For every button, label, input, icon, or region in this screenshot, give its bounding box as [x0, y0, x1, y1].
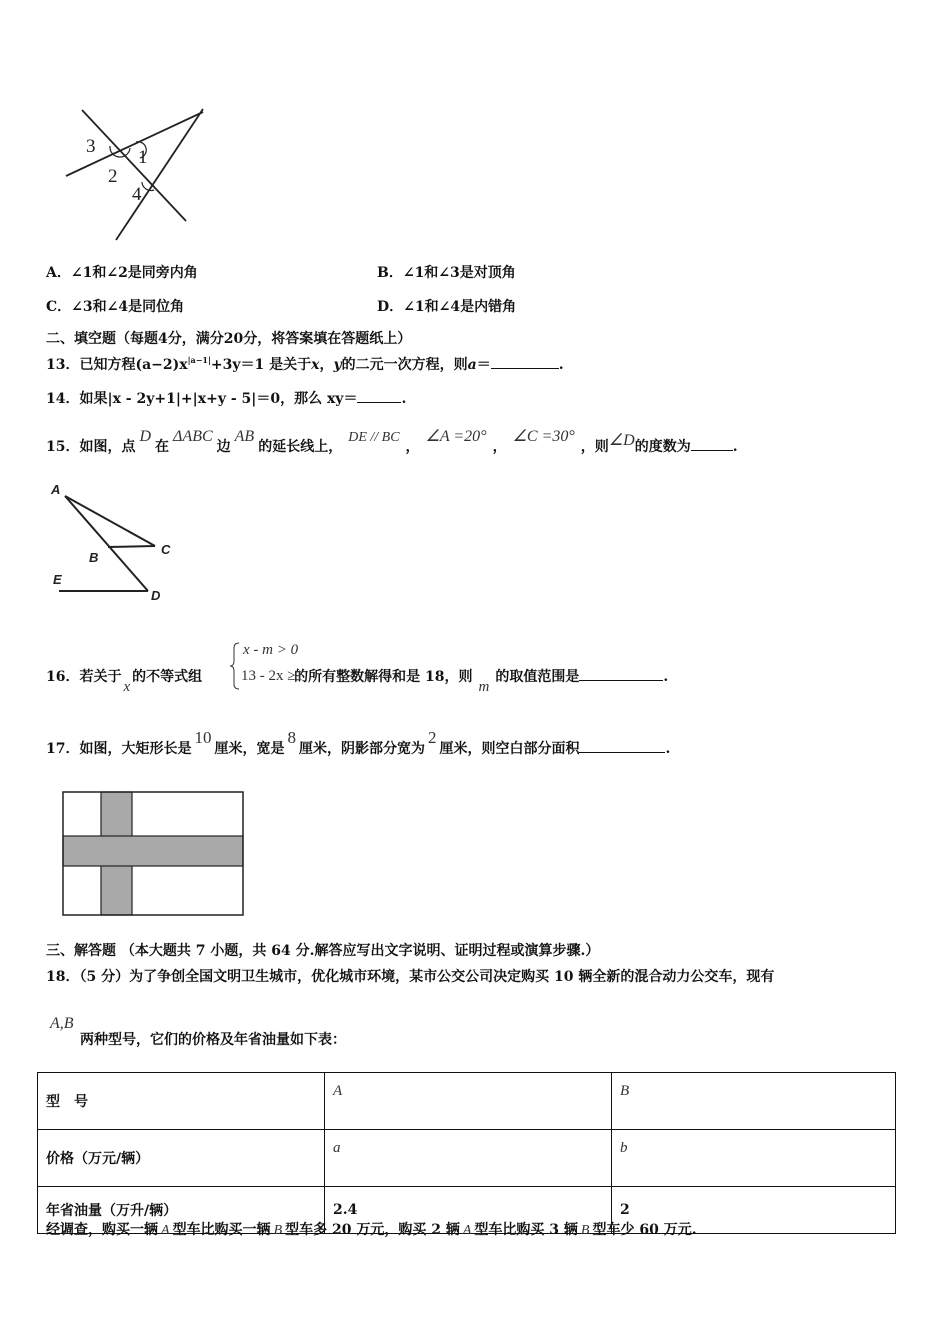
q13-mid: 是关于	[269, 357, 312, 373]
q13-end: .	[558, 357, 564, 373]
q15-angle-d: ∠D	[608, 432, 635, 449]
q18-tail-p4: 型车比购买 3 辆	[474, 1222, 578, 1238]
q13-comma: ，	[319, 357, 334, 373]
q17-length: 10	[194, 728, 212, 747]
q15-de-parallel-bc: DE // BC	[348, 430, 400, 445]
q14-end: .	[401, 391, 407, 407]
q17-shade-width: 2	[427, 728, 437, 747]
question-13	[46, 354, 564, 376]
q16-mid: 的不等式组	[132, 669, 203, 685]
fig2-line-ad	[65, 496, 148, 591]
q17-answer-blank[interactable]	[579, 738, 665, 753]
fig2-label-a: A	[51, 482, 61, 497]
q15-side: 边	[216, 439, 231, 455]
q15-answer-blank[interactable]	[691, 436, 733, 451]
q17-mid2: 厘米，阴影部分宽为	[298, 741, 425, 757]
q13-eq2: +3y＝1	[210, 357, 265, 373]
table-cell-model-header: 型 号	[38, 1073, 325, 1130]
q13-x: x	[311, 357, 320, 373]
fig2-label-e: E	[53, 572, 62, 587]
question-14	[46, 388, 406, 409]
q14-text: 14．如果|x - 2y+1|+|x+y - 5|＝0，那么 xy＝	[46, 391, 358, 407]
q18-tail-b1: B	[273, 1223, 283, 1238]
q18-ab: A,B	[50, 1015, 74, 1032]
q13-mid2: 的二元一次方程，则	[341, 357, 468, 373]
option-c: C．∠3和∠4是同位角	[46, 299, 185, 315]
q16-brace-icon	[230, 642, 240, 690]
fig1-line-3	[116, 109, 203, 240]
q17-dot: .	[665, 741, 671, 757]
table-cell-fuel-b: 2	[612, 1187, 896, 1234]
fig2-line-bc	[108, 546, 155, 547]
fig2-label-c: C	[161, 542, 171, 557]
q15-prefix: 15．如图，点	[46, 439, 136, 455]
section3-heading: 三、解答题 （本大题共 7 小题，共 64 分.解答应写出文字说明、证明过程或演算步骤.）	[46, 943, 600, 959]
q13-eq: ＝	[476, 357, 491, 373]
q16-answer-blank[interactable]	[579, 666, 663, 681]
option-d: D．∠1和∠4是内错角	[377, 299, 517, 315]
fig1-label-4: 4	[132, 184, 142, 205]
q16-mid2: 的所有整数解得和是 18，则	[294, 669, 473, 685]
vehicle-table	[37, 1072, 896, 1234]
q13-y: y	[333, 357, 342, 373]
q15-comma-1: ，	[405, 439, 420, 455]
question-15	[46, 428, 738, 458]
fig2-label-d: D	[151, 588, 161, 603]
question-18-tail	[46, 1220, 697, 1241]
table-cell-price-header: 价格（万元/辆）	[38, 1130, 325, 1187]
option-a: A．∠1和∠2是同旁内角	[46, 265, 198, 281]
question-17	[46, 728, 671, 759]
fig1-label-2: 2	[108, 166, 118, 187]
q16-m: m	[478, 679, 490, 695]
table-row	[38, 1073, 896, 1130]
q16-inequality-1: x - m > 0	[243, 642, 299, 658]
table-cell-model-a: A	[325, 1073, 612, 1130]
q16-dot: .	[663, 669, 669, 685]
q15-then: ，则	[580, 439, 609, 455]
q15-end: 的度数为	[634, 439, 691, 455]
q14-answer-blank[interactable]	[357, 388, 401, 403]
q13-exponent: |a−1|	[187, 355, 211, 365]
q15-angle-a: ∠A =20°	[425, 428, 487, 445]
q13-eq1: (a−2)x	[135, 357, 188, 373]
q16-end: 的取值范围是	[495, 669, 580, 685]
q13-a: a	[467, 357, 477, 373]
q15-dot: .	[732, 439, 738, 455]
q18-tail-p5: 型车少 60 万元.	[592, 1222, 697, 1238]
angle-figure	[58, 100, 208, 245]
fig1-label-1: 1	[138, 147, 148, 168]
q15-comma-2: ，	[492, 439, 507, 455]
q15-in: 在	[155, 439, 170, 455]
fig3-horizontal-band	[63, 836, 243, 866]
fig2-label-b: B	[89, 550, 99, 565]
question-16	[46, 666, 669, 695]
fig2-line-ac	[65, 496, 155, 546]
q15-ext: 的延长线上，	[258, 439, 343, 455]
triangle-figure	[45, 478, 185, 608]
table-cell-model-b: B	[612, 1073, 896, 1130]
question-18-line1: 18．（5 分）为了争创全国文明卫生城市，优化城市环境，某市公交公司决定购买 10 辆全新的混合动力公交车，现有	[46, 969, 775, 985]
q18-tail-a2: A	[462, 1223, 472, 1238]
table-cell-fuel-a: 2.4	[325, 1187, 612, 1234]
q17-end: 厘米，则空白部分面积	[439, 741, 580, 757]
option-b: B．∠1和∠3是对顶角	[377, 265, 516, 281]
table-row	[38, 1130, 896, 1187]
q18-tail-a1: A	[161, 1223, 170, 1238]
question-18-line2: 两种型号，它们的价格及年省油量如下表：	[80, 1032, 346, 1048]
q16-x: x	[123, 679, 131, 695]
q16-prefix: 16．若关于	[46, 669, 122, 685]
rectangle-figure	[62, 791, 246, 917]
fig1-label-3: 3	[86, 136, 96, 157]
q18-tail-b2: B	[580, 1223, 590, 1238]
q18-tail-p1: 经调查，购买一辆	[46, 1222, 158, 1238]
table-cell-price-b: b	[612, 1130, 896, 1187]
q17-width: 8	[287, 728, 296, 747]
q18-tail-p2: 型车比购买一辆	[172, 1222, 271, 1238]
q15-point-d: D	[139, 428, 152, 445]
q17-mid1: 厘米，宽是	[214, 741, 285, 757]
table-cell-fuel-header: 年省油量（万升/辆）	[38, 1187, 325, 1234]
table-cell-price-a: a	[325, 1130, 612, 1187]
q15-angle-c: ∠C =30°	[512, 428, 575, 445]
section2-heading: 二、填空题（每题4分，满分20分，将答案填在答题纸上）	[46, 331, 412, 347]
q16-inequality-2: 13 - 2x ≥1	[241, 668, 303, 684]
q18-tail-p3: 型车多 20 万元，购买 2 辆	[285, 1222, 460, 1238]
q13-answer-blank[interactable]	[491, 354, 559, 369]
q17-prefix: 17．如图，大矩形长是	[46, 741, 192, 757]
q15-triangle: ΔABC	[173, 428, 213, 445]
q15-ab: AB	[234, 428, 255, 445]
q13-prefix: 13．已知方程	[46, 357, 136, 373]
